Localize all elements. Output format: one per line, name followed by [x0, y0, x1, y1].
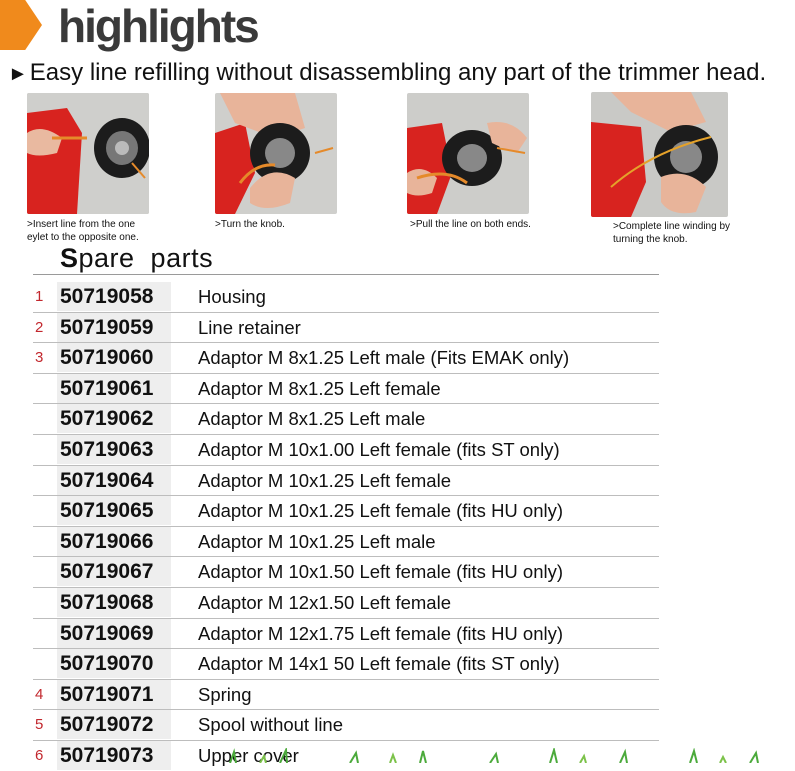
part-index: 3: [35, 349, 44, 367]
step-1-caption: [27, 218, 177, 244]
part-code: 50719064: [60, 468, 154, 492]
step-2-photo: [215, 93, 337, 214]
part-description: Adaptor M 10x1.00 Left female (fits ST only): [198, 438, 560, 460]
table-row: [33, 282, 659, 313]
part-code: 50719070: [60, 652, 154, 676]
tagline: [8, 58, 766, 89]
part-code: 50719069: [60, 621, 154, 645]
step-4-caption-line1: >Complete line winding by: [613, 221, 731, 232]
spare-parts-divider: [33, 274, 659, 275]
step-3-caption: [410, 218, 580, 231]
spare-parts-title-initial: S: [60, 243, 79, 273]
table-row: [33, 680, 659, 711]
page-title: highlights: [58, 0, 258, 52]
step-2-caption-line1: >Turn the knob.: [215, 219, 285, 230]
step-1-caption-line2: eylet to the opposite one.: [27, 232, 139, 243]
part-code: 50719072: [60, 713, 154, 737]
part-index: 2: [35, 318, 44, 336]
table-row: [33, 466, 659, 497]
step-1-caption-line1: >Insert line from the one: [27, 219, 136, 230]
table-row: [33, 710, 659, 741]
table-row: [33, 496, 659, 527]
table-row: [33, 374, 659, 405]
table-row: [33, 557, 659, 588]
step-4-caption-line2: turning the knob.: [613, 234, 688, 245]
part-index: 1: [35, 288, 44, 305]
part-description: Adaptor M 8x1.25 Left female: [198, 377, 441, 399]
part-code: 50719060: [60, 346, 154, 370]
step-3-photo: [407, 93, 529, 214]
part-description: Upper cover: [198, 744, 299, 766]
spare-parts-table: [33, 282, 659, 771]
table-row: [33, 313, 659, 344]
table-row: [33, 649, 659, 680]
part-description: Adaptor M 10x1.50 Left female (fits HU only): [198, 561, 564, 583]
part-code: 50719058: [60, 285, 154, 308]
part-description: Adaptor M 10x1.25 Left female (fits HU only): [198, 500, 564, 522]
table-row: [33, 435, 659, 466]
part-description: Adaptor M 10x1.25 Left male: [198, 530, 436, 552]
part-description: Housing: [198, 286, 266, 307]
part-code: 50719068: [60, 590, 154, 614]
step-2-caption: [215, 218, 365, 231]
part-description: Adaptor M 12x1.75 Left female (fits HU only): [198, 622, 564, 644]
part-code: 50719073: [60, 743, 154, 767]
table-row: [33, 343, 659, 374]
table-row: [33, 527, 659, 558]
part-code: 50719071: [60, 682, 154, 706]
part-code: 50719065: [60, 499, 154, 523]
part-code: 50719066: [60, 529, 154, 553]
header-bar: [0, 0, 795, 54]
chevron-right-icon: [0, 0, 42, 50]
part-description: Adaptor M 8x1.25 Left male (Fits EMAK only): [198, 347, 570, 369]
step-4-caption: [613, 220, 783, 246]
part-description: Spring: [198, 683, 252, 705]
part-index: 5: [35, 716, 44, 734]
table-row: [33, 619, 659, 650]
part-code: 50719063: [60, 437, 154, 461]
part-index: 4: [35, 685, 44, 703]
table-row: [33, 404, 659, 435]
spare-parts-title: [60, 242, 213, 274]
part-code: 50719067: [60, 560, 154, 584]
part-code: 50719062: [60, 407, 154, 431]
part-code: 50719061: [60, 376, 154, 400]
part-description: Adaptor M 8x1.25 Left male: [198, 408, 426, 430]
step-4-photo: [591, 92, 728, 217]
part-index: 6: [35, 746, 44, 764]
part-description: Adaptor M 12x1.50 Left female: [198, 591, 451, 613]
part-code: 50719059: [60, 315, 154, 339]
triangle-right-icon: ►: [8, 63, 28, 85]
table-row: [33, 588, 659, 619]
spare-parts-title-rest: pare parts: [78, 243, 214, 273]
part-description: Spool without line: [198, 714, 344, 736]
part-description: Line retainer: [198, 316, 301, 338]
part-description: Adaptor M 10x1.25 Left female: [198, 469, 451, 491]
grass-decoration: [220, 748, 795, 763]
step-3-caption-line1: >Pull the line on both ends.: [410, 219, 531, 230]
part-description: Adaptor M 14x1 50 Left female (fits ST only): [198, 653, 560, 675]
step-1-photo: [27, 93, 149, 214]
tagline-text: Easy line refilling without disassembling any part of the trimmer head.: [29, 59, 767, 86]
